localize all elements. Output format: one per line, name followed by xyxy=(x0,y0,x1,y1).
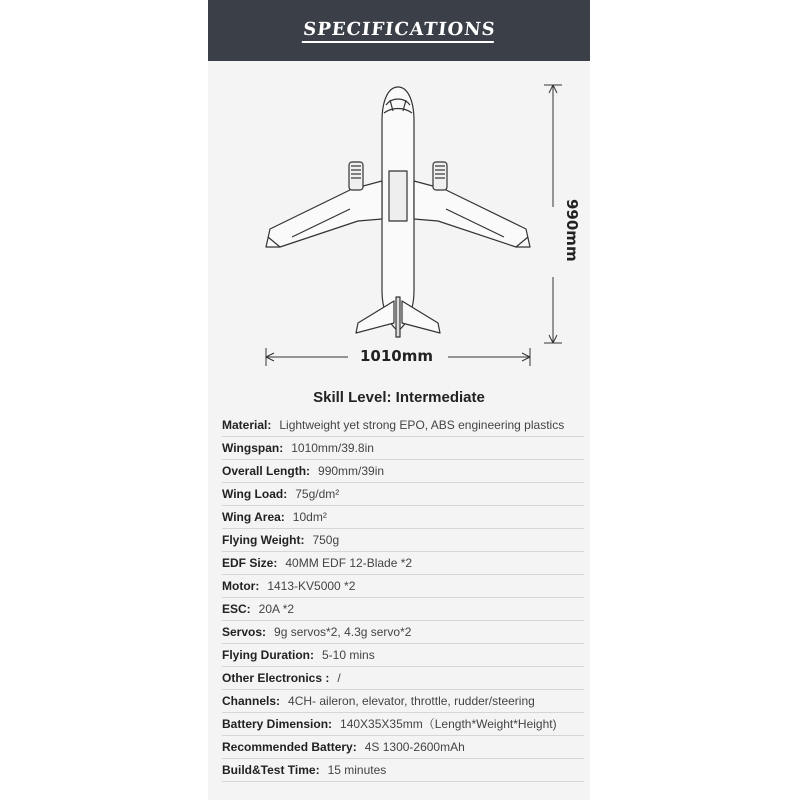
spec-label: Wing Area: xyxy=(222,510,285,524)
spec-label: Recommended Battery: xyxy=(222,740,357,754)
spec-row xyxy=(222,644,584,667)
spec-label: Servos: xyxy=(222,625,267,639)
spec-row xyxy=(222,529,584,552)
spec-card xyxy=(208,0,590,800)
spec-value: Lightweight yet strong EPO, ABS engineering plastics xyxy=(279,418,565,432)
wingspan-dimension-label: 1010mm xyxy=(360,347,434,365)
spec-value: 990mm/39in xyxy=(318,464,385,478)
spec-label: Battery Dimension: xyxy=(222,717,333,731)
spec-value: 10dm² xyxy=(292,510,327,524)
spec-row xyxy=(222,713,584,736)
spec-list xyxy=(222,414,584,782)
spec-value: 4CH- aileron, elevator, throttle, rudder/steering xyxy=(288,694,535,708)
spec-row xyxy=(222,667,584,690)
spec-label: EDF Size: xyxy=(222,556,278,570)
spec-row xyxy=(222,437,584,460)
spec-value: 1413-KV5000 *2 xyxy=(267,579,356,593)
spec-row xyxy=(222,506,584,529)
spec-row xyxy=(222,414,584,437)
skill-level-heading: Skill Level: Intermediate xyxy=(313,389,485,406)
spec-value: 20A *2 xyxy=(258,602,295,616)
spec-value: 40MM EDF 12-Blade *2 xyxy=(285,556,413,570)
spec-value: 5-10 mins xyxy=(322,648,375,662)
spec-row xyxy=(222,736,584,759)
spec-label: ESC: xyxy=(222,602,251,616)
spec-value: 9g servos*2, 4.3g servo*2 xyxy=(274,625,412,639)
spec-label: Motor: xyxy=(222,579,260,593)
spec-label: Build&Test Time: xyxy=(222,763,320,777)
spec-value: 4S 1300-2600mAh xyxy=(364,740,465,754)
header-banner xyxy=(208,0,590,61)
spec-value: 750g xyxy=(312,533,340,547)
spec-value: 75g/dm² xyxy=(295,487,340,501)
spec-label: Flying Weight: xyxy=(222,533,305,547)
spec-value: 15 minutes xyxy=(327,763,387,777)
spec-row xyxy=(222,483,584,506)
spec-row xyxy=(222,460,584,483)
spec-label: Wingspan: xyxy=(222,441,284,455)
spec-value: 140X35X35mm（Length*Weight*Height) xyxy=(340,717,557,731)
spec-value: 1010mm/39.8in xyxy=(291,441,374,455)
spec-row xyxy=(222,621,584,644)
spec-row xyxy=(222,598,584,621)
spec-row xyxy=(222,552,584,575)
spec-label: Wing Load: xyxy=(222,487,288,501)
length-dimension-label: 990mm xyxy=(563,199,581,262)
spec-label: Flying Duration: xyxy=(222,648,314,662)
spec-label: Channels: xyxy=(222,694,281,708)
spec-label: Overall Length: xyxy=(222,464,311,478)
spec-row xyxy=(222,690,584,713)
page-title: SPECIFICATIONS xyxy=(302,19,497,43)
spec-row xyxy=(222,759,584,782)
spec-label: Other Electronics : xyxy=(222,671,330,685)
spec-row xyxy=(222,575,584,598)
spec-label: Material: xyxy=(222,418,272,432)
spec-value: / xyxy=(337,671,341,685)
airplane-diagram xyxy=(208,61,590,381)
